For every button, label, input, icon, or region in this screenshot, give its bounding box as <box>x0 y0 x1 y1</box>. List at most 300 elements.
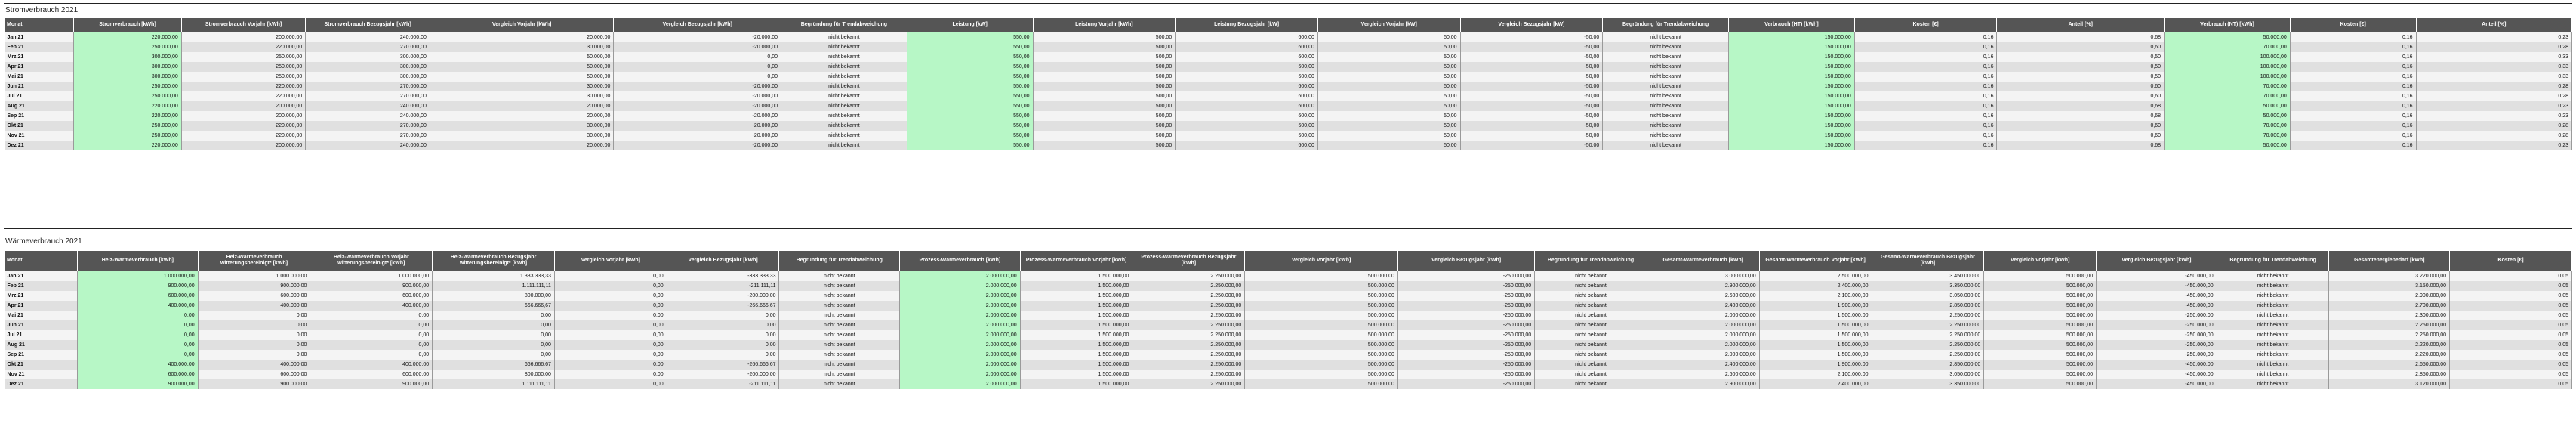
table-cell[interactable]: nicht bekannt <box>2217 320 2329 330</box>
table-cell[interactable]: 70.000,00 <box>2165 82 2291 91</box>
table-cell[interactable]: 2.250.000,00 <box>1872 311 1984 320</box>
table-cell[interactable]: 2.250.000,00 <box>1132 291 1245 301</box>
strom-header-col-17[interactable]: Kosten [€] <box>2290 18 2416 32</box>
table-cell[interactable]: -20.000,00 <box>614 32 781 43</box>
table-cell[interactable]: 0,68 <box>1997 101 2165 111</box>
table-cell[interactable]: -50,00 <box>1460 131 1603 141</box>
table-cell[interactable]: 2.600.000,00 <box>1647 370 1759 379</box>
table-cell[interactable]: 666.666,67 <box>433 301 555 311</box>
month-label[interactable]: Jul 21 <box>5 330 78 340</box>
table-cell[interactable]: 50.000,00 <box>430 52 614 62</box>
table-cell[interactable]: 270.000,00 <box>306 91 430 101</box>
waerme-header-col-1[interactable]: Heiz-Wärmeverbrauch [kWh] <box>78 251 199 271</box>
table-cell[interactable]: 250.000,00 <box>181 52 306 62</box>
table-cell[interactable]: 50,00 <box>1317 52 1460 62</box>
table-cell[interactable]: 500.000,00 <box>1984 301 2097 311</box>
month-label[interactable]: Jul 21 <box>5 91 74 101</box>
table-cell[interactable]: 2.250.000,00 <box>1132 311 1245 320</box>
table-cell[interactable]: 500,00 <box>1033 42 1176 52</box>
month-label[interactable]: Sep 21 <box>5 111 74 121</box>
table-cell[interactable]: 2.000.000,00 <box>900 350 1021 360</box>
month-label[interactable]: Okt 21 <box>5 360 78 370</box>
table-cell[interactable]: 70.000,00 <box>2165 42 2291 52</box>
table-cell[interactable]: -250.000,00 <box>1397 291 1534 301</box>
table-cell[interactable]: 2.000.000,00 <box>900 311 1021 320</box>
table-cell[interactable]: 220.000,00 <box>74 32 182 43</box>
table-cell[interactable]: 500.000,00 <box>1245 360 1398 370</box>
table-cell[interactable]: 50,00 <box>1317 121 1460 131</box>
table-cell[interactable]: 220.000,00 <box>181 82 306 91</box>
table-cell[interactable]: 2.250.000,00 <box>2329 330 2450 340</box>
table-cell[interactable]: 3.050.000,00 <box>1872 291 1984 301</box>
table-cell[interactable]: 666.666,67 <box>433 360 555 370</box>
table-cell[interactable]: 500.000,00 <box>1984 311 2097 320</box>
table-cell[interactable]: 0,00 <box>198 350 310 360</box>
table-cell[interactable]: 0,16 <box>1854 62 1997 72</box>
table-cell[interactable]: 0,00 <box>198 340 310 350</box>
table-cell[interactable]: nicht bekannt <box>1535 320 1647 330</box>
waerme-header-col-9[interactable]: Prozess-Wärmeverbrauch Vorjahr [kWh] <box>1020 251 1132 271</box>
table-cell[interactable]: nicht bekannt <box>1603 52 1729 62</box>
table-cell[interactable]: 50,00 <box>1317 62 1460 72</box>
table-cell[interactable]: 0,16 <box>1854 121 1997 131</box>
table-cell[interactable]: 0,68 <box>1997 111 2165 121</box>
table-cell[interactable]: 3.000.000,00 <box>1647 271 1759 282</box>
table-cell[interactable]: 900.000,00 <box>310 281 433 291</box>
table-cell[interactable]: 0,16 <box>1854 52 1997 62</box>
table-cell[interactable]: 0,05 <box>2450 379 2572 389</box>
table-cell[interactable]: 1.500.000,00 <box>1020 379 1132 389</box>
table-cell[interactable]: 0,16 <box>2290 82 2416 91</box>
table-cell[interactable]: 0,00 <box>614 52 781 62</box>
table-cell[interactable]: 2.000.000,00 <box>1647 320 1759 330</box>
table-cell[interactable]: 1.500.000,00 <box>1020 281 1132 291</box>
table-cell[interactable]: 1.500.000,00 <box>1020 330 1132 340</box>
table-cell[interactable]: 0,68 <box>1997 141 2165 150</box>
table-cell[interactable]: 0,00 <box>667 311 779 320</box>
table-cell[interactable]: 600.000,00 <box>198 370 310 379</box>
table-cell[interactable]: 1.500.000,00 <box>1020 320 1132 330</box>
table-cell[interactable]: 2.650.000,00 <box>2329 360 2450 370</box>
table-cell[interactable]: 0,00 <box>667 340 779 350</box>
table-cell[interactable]: 0,00 <box>614 62 781 72</box>
table-cell[interactable]: 150.000,00 <box>1729 62 1855 72</box>
table-cell[interactable]: -50,00 <box>1460 91 1603 101</box>
table-cell[interactable]: 150.000,00 <box>1729 32 1855 43</box>
table-cell[interactable]: 0,00 <box>78 320 199 330</box>
table-cell[interactable]: 3.450.000,00 <box>1872 271 1984 282</box>
table-cell[interactable]: 20.000,00 <box>430 101 614 111</box>
table-cell[interactable]: 2.000.000,00 <box>900 291 1021 301</box>
waerme-header-col-11[interactable]: Vergleich Vorjahr [kWh] <box>1245 251 1398 271</box>
table-cell[interactable]: 0,16 <box>2290 101 2416 111</box>
month-label[interactable]: Nov 21 <box>5 370 78 379</box>
table-cell[interactable]: 500,00 <box>1033 91 1176 101</box>
table-cell[interactable]: -50,00 <box>1460 121 1603 131</box>
table-cell[interactable]: 400.000,00 <box>78 360 199 370</box>
table-cell[interactable]: nicht bekannt <box>779 271 900 282</box>
table-cell[interactable]: 500.000,00 <box>1984 379 2097 389</box>
waerme-header-col-2[interactable]: Heiz-Wärmeverbrauch witterungsbereinigt* [kWh] <box>198 251 310 271</box>
table-cell[interactable]: nicht bekannt <box>1535 360 1647 370</box>
table-cell[interactable]: 1.500.000,00 <box>1759 311 1872 320</box>
table-cell[interactable]: nicht bekannt <box>781 72 907 82</box>
table-cell[interactable]: 30.000,00 <box>430 121 614 131</box>
table-cell[interactable]: 2.600.000,00 <box>1647 291 1759 301</box>
table-cell[interactable]: 250.000,00 <box>74 121 182 131</box>
table-cell[interactable]: 50,00 <box>1317 131 1460 141</box>
table-cell[interactable]: 270.000,00 <box>306 131 430 141</box>
table-cell[interactable]: 300.000,00 <box>306 52 430 62</box>
table-cell[interactable]: 500,00 <box>1033 131 1176 141</box>
table-cell[interactable]: 400.000,00 <box>198 301 310 311</box>
month-label[interactable]: Feb 21 <box>5 281 78 291</box>
table-cell[interactable]: nicht bekannt <box>1535 281 1647 291</box>
table-cell[interactable]: 500.000,00 <box>1984 291 2097 301</box>
strom-header-col-13[interactable]: Verbrauch (HT) [kWh] <box>1729 18 1855 32</box>
table-cell[interactable]: nicht bekannt <box>1603 111 1729 121</box>
table-cell[interactable]: -333.333,33 <box>667 271 779 282</box>
waerme-header-col-7[interactable]: Begründung für Trendabweichung <box>779 251 900 271</box>
table-cell[interactable]: 50,00 <box>1317 42 1460 52</box>
waerme-header-col-17[interactable]: Vergleich Vorjahr [kWh] <box>1984 251 2097 271</box>
table-cell[interactable]: -266.666,67 <box>667 301 779 311</box>
table-cell[interactable]: 0,00 <box>198 311 310 320</box>
table-cell[interactable]: 2.850.000,00 <box>2329 370 2450 379</box>
waerme-header-col-0[interactable]: Monat <box>5 251 78 271</box>
table-cell[interactable]: 0,23 <box>2416 32 2571 43</box>
table-cell[interactable]: 0,16 <box>1854 82 1997 91</box>
table-cell[interactable]: -50,00 <box>1460 62 1603 72</box>
table-cell[interactable]: 0,16 <box>2290 141 2416 150</box>
table-cell[interactable]: 0,16 <box>1854 72 1997 82</box>
table-cell[interactable]: -250.000,00 <box>1397 271 1534 282</box>
table-cell[interactable]: nicht bekannt <box>2217 360 2329 370</box>
table-cell[interactable]: nicht bekannt <box>779 311 900 320</box>
table-cell[interactable]: nicht bekannt <box>2217 330 2329 340</box>
table-cell[interactable]: -250.000,00 <box>2097 311 2217 320</box>
table-cell[interactable]: 500,00 <box>1033 101 1176 111</box>
table-cell[interactable]: 250.000,00 <box>181 62 306 72</box>
table-cell[interactable]: 0,00 <box>433 320 555 330</box>
table-cell[interactable]: nicht bekannt <box>781 121 907 131</box>
table-cell[interactable]: 600,00 <box>1176 72 1318 82</box>
strom-header-col-7[interactable]: Leistung [kW] <box>907 18 1033 32</box>
month-label[interactable]: Dez 21 <box>5 141 74 150</box>
table-cell[interactable]: 550,00 <box>907 121 1033 131</box>
strom-header-col-2[interactable]: Stromverbrauch Vorjahr [kWh] <box>181 18 306 32</box>
table-cell[interactable]: 0,00 <box>554 330 667 340</box>
table-cell[interactable]: 250.000,00 <box>74 131 182 141</box>
table-cell[interactable]: nicht bekannt <box>781 52 907 62</box>
table-cell[interactable]: 500,00 <box>1033 32 1176 43</box>
table-cell[interactable]: 0,00 <box>310 330 433 340</box>
table-cell[interactable]: 2.250.000,00 <box>1132 301 1245 311</box>
table-cell[interactable]: 500.000,00 <box>1984 340 2097 350</box>
table-cell[interactable]: 2.250.000,00 <box>1132 271 1245 282</box>
table-cell[interactable]: 0,00 <box>554 379 667 389</box>
table-cell[interactable]: 1.000.000,00 <box>198 271 310 282</box>
table-cell[interactable]: nicht bekannt <box>779 360 900 370</box>
table-cell[interactable]: 20.000,00 <box>430 32 614 43</box>
table-cell[interactable]: 0,33 <box>2416 72 2571 82</box>
table-cell[interactable]: 300.000,00 <box>74 52 182 62</box>
waerme-header-col-12[interactable]: Vergleich Bezugsjahr [kWh] <box>1397 251 1534 271</box>
table-cell[interactable]: 2.000.000,00 <box>900 281 1021 291</box>
table-cell[interactable]: 600,00 <box>1176 82 1318 91</box>
table-cell[interactable]: nicht bekannt <box>1603 42 1729 52</box>
table-cell[interactable]: nicht bekannt <box>1603 91 1729 101</box>
month-label[interactable]: Aug 21 <box>5 340 78 350</box>
table-cell[interactable]: 2.000.000,00 <box>900 320 1021 330</box>
table-cell[interactable]: 50,00 <box>1317 101 1460 111</box>
table-cell[interactable]: nicht bekannt <box>1535 350 1647 360</box>
table-cell[interactable]: 150.000,00 <box>1729 42 1855 52</box>
table-cell[interactable]: 2.250.000,00 <box>1132 340 1245 350</box>
table-cell[interactable]: 500.000,00 <box>1245 379 1398 389</box>
table-cell[interactable]: 550,00 <box>907 101 1033 111</box>
table-cell[interactable]: -450.000,00 <box>2097 281 2217 291</box>
table-cell[interactable]: 0,16 <box>1854 141 1997 150</box>
strom-header-col-12[interactable]: Begründung für Trendabweichung <box>1603 18 1729 32</box>
table-cell[interactable]: 0,33 <box>2416 52 2571 62</box>
table-cell[interactable]: 2.400.000,00 <box>1759 379 1872 389</box>
month-label[interactable]: Jun 21 <box>5 320 78 330</box>
table-cell[interactable]: nicht bekannt <box>2217 370 2329 379</box>
table-cell[interactable]: 0,60 <box>1997 42 2165 52</box>
table-cell[interactable]: 2.000.000,00 <box>1647 340 1759 350</box>
table-cell[interactable]: 0,16 <box>2290 62 2416 72</box>
waerme-header-col-8[interactable]: Prozess-Wärmeverbrauch [kWh] <box>900 251 1021 271</box>
table-cell[interactable]: 150.000,00 <box>1729 131 1855 141</box>
table-cell[interactable]: 0,00 <box>614 72 781 82</box>
table-cell[interactable]: 800.000,00 <box>433 291 555 301</box>
month-label[interactable]: Jan 21 <box>5 32 74 43</box>
table-cell[interactable]: 400.000,00 <box>198 360 310 370</box>
table-cell[interactable]: 0,00 <box>667 350 779 360</box>
table-cell[interactable]: 200.000,00 <box>181 111 306 121</box>
waerme-header-col-13[interactable]: Begründung für Trendabweichung <box>1535 251 1647 271</box>
table-cell[interactable]: 2.000.000,00 <box>1647 350 1759 360</box>
table-cell[interactable]: nicht bekannt <box>2217 379 2329 389</box>
table-cell[interactable]: 550,00 <box>907 82 1033 91</box>
strom-header-col-8[interactable]: Leistung Vorjahr [kWh] <box>1033 18 1176 32</box>
table-cell[interactable]: 20.000,00 <box>430 141 614 150</box>
table-cell[interactable]: 220.000,00 <box>181 121 306 131</box>
table-cell[interactable]: 0,00 <box>198 320 310 330</box>
table-cell[interactable]: nicht bekannt <box>1603 32 1729 43</box>
table-cell[interactable]: nicht bekannt <box>1535 291 1647 301</box>
table-cell[interactable]: -250.000,00 <box>2097 340 2217 350</box>
table-cell[interactable]: 2.250.000,00 <box>1132 360 1245 370</box>
table-cell[interactable]: nicht bekannt <box>779 350 900 360</box>
table-cell[interactable]: 50.000,00 <box>2165 141 2291 150</box>
table-cell[interactable]: 1.900.000,00 <box>1759 360 1872 370</box>
table-cell[interactable]: 2.000.000,00 <box>1647 330 1759 340</box>
table-cell[interactable]: -20.000,00 <box>614 91 781 101</box>
table-cell[interactable]: 600,00 <box>1176 91 1318 101</box>
table-cell[interactable]: 200.000,00 <box>181 101 306 111</box>
table-cell[interactable]: 0,28 <box>2416 121 2571 131</box>
table-cell[interactable]: -250.000,00 <box>2097 330 2217 340</box>
strom-header-col-0[interactable]: Monat <box>5 18 74 32</box>
table-cell[interactable]: 2.700.000,00 <box>2329 301 2450 311</box>
table-cell[interactable]: 2.000.000,00 <box>1647 311 1759 320</box>
table-cell[interactable]: 1.000.000,00 <box>310 271 433 282</box>
table-cell[interactable]: 0,16 <box>1854 111 1997 121</box>
table-cell[interactable]: 0,05 <box>2450 311 2572 320</box>
table-cell[interactable]: 500.000,00 <box>1245 370 1398 379</box>
table-cell[interactable]: 0,28 <box>2416 82 2571 91</box>
table-cell[interactable]: 0,00 <box>667 330 779 340</box>
table-cell[interactable]: 100.000,00 <box>2165 62 2291 72</box>
table-cell[interactable]: nicht bekannt <box>1535 370 1647 379</box>
table-cell[interactable]: 250.000,00 <box>74 82 182 91</box>
table-cell[interactable]: 2.000.000,00 <box>900 271 1021 282</box>
table-cell[interactable]: 0,33 <box>2416 62 2571 72</box>
table-cell[interactable]: nicht bekannt <box>781 111 907 121</box>
table-cell[interactable]: 0,50 <box>1997 52 2165 62</box>
table-cell[interactable]: 2.900.000,00 <box>2329 291 2450 301</box>
strom-header-col-1[interactable]: Stromverbrauch [kWh] <box>74 18 182 32</box>
table-cell[interactable]: 270.000,00 <box>306 42 430 52</box>
table-cell[interactable]: 600.000,00 <box>310 370 433 379</box>
table-cell[interactable]: 550,00 <box>907 111 1033 121</box>
table-cell[interactable]: 1.500.000,00 <box>1020 311 1132 320</box>
table-cell[interactable]: 2.000.000,00 <box>900 379 1021 389</box>
table-cell[interactable]: 0,60 <box>1997 82 2165 91</box>
month-label[interactable]: Feb 21 <box>5 42 74 52</box>
table-cell[interactable]: 0,05 <box>2450 271 2572 282</box>
table-cell[interactable]: nicht bekannt <box>781 62 907 72</box>
table-cell[interactable]: 100.000,00 <box>2165 72 2291 82</box>
table-cell[interactable]: nicht bekannt <box>781 82 907 91</box>
table-cell[interactable]: 400.000,00 <box>310 301 433 311</box>
table-cell[interactable]: 2.250.000,00 <box>1132 330 1245 340</box>
table-cell[interactable]: -20.000,00 <box>614 42 781 52</box>
waerme-header-col-19[interactable]: Begründung für Trendabweichung <box>2217 251 2329 271</box>
waerme-header-col-5[interactable]: Vergleich Vorjahr [kWh] <box>554 251 667 271</box>
table-cell[interactable]: 1.500.000,00 <box>1020 301 1132 311</box>
waerme-header-col-15[interactable]: Gesamt-Wärmeverbrauch Vorjahr [kWh] <box>1759 251 1872 271</box>
table-cell[interactable]: -450.000,00 <box>2097 291 2217 301</box>
table-cell[interactable]: 1.500.000,00 <box>1759 350 1872 360</box>
strom-header-col-11[interactable]: Vergleich Bezugsjahr [kW] <box>1460 18 1603 32</box>
table-cell[interactable]: 2.500.000,00 <box>1759 271 1872 282</box>
table-cell[interactable]: 0,00 <box>554 301 667 311</box>
table-cell[interactable]: 300.000,00 <box>74 62 182 72</box>
table-cell[interactable]: 0,16 <box>2290 111 2416 121</box>
table-cell[interactable]: -50,00 <box>1460 72 1603 82</box>
table-cell[interactable]: 600,00 <box>1176 42 1318 52</box>
table-cell[interactable]: 0,00 <box>667 320 779 330</box>
table-cell[interactable]: -450.000,00 <box>2097 370 2217 379</box>
table-cell[interactable]: 220.000,00 <box>74 141 182 150</box>
month-label[interactable]: Mai 21 <box>5 311 78 320</box>
table-cell[interactable]: nicht bekannt <box>779 379 900 389</box>
table-cell[interactable]: nicht bekannt <box>1603 121 1729 131</box>
table-cell[interactable]: 0,16 <box>2290 42 2416 52</box>
table-cell[interactable]: 500,00 <box>1033 111 1176 121</box>
table-cell[interactable]: 600,00 <box>1176 141 1318 150</box>
table-cell[interactable]: 0,23 <box>2416 141 2571 150</box>
table-cell[interactable]: 70.000,00 <box>2165 131 2291 141</box>
table-cell[interactable]: 250.000,00 <box>181 72 306 82</box>
waerme-header-col-14[interactable]: Gesamt-Wärmeverbrauch [kWh] <box>1647 251 1759 271</box>
month-label[interactable]: Mrz 21 <box>5 52 74 62</box>
table-cell[interactable]: 0,00 <box>554 291 667 301</box>
strom-header-col-10[interactable]: Vergleich Vorjahr [kW] <box>1317 18 1460 32</box>
table-cell[interactable]: 0,00 <box>310 311 433 320</box>
table-cell[interactable]: -50,00 <box>1460 82 1603 91</box>
table-cell[interactable]: -20.000,00 <box>614 121 781 131</box>
waerme-header-col-21[interactable]: Kosten [€] <box>2450 251 2572 271</box>
table-cell[interactable]: -450.000,00 <box>2097 379 2217 389</box>
table-cell[interactable]: 400.000,00 <box>310 360 433 370</box>
table-cell[interactable]: 20.000,00 <box>430 111 614 121</box>
table-cell[interactable]: 3.120.000,00 <box>2329 379 2450 389</box>
table-cell[interactable]: 400.000,00 <box>78 301 199 311</box>
table-cell[interactable]: 2.250.000,00 <box>2329 320 2450 330</box>
table-cell[interactable]: nicht bekannt <box>1535 271 1647 282</box>
table-cell[interactable]: 500.000,00 <box>1245 350 1398 360</box>
table-cell[interactable]: nicht bekannt <box>2217 291 2329 301</box>
table-cell[interactable]: 600.000,00 <box>310 291 433 301</box>
waerme-header-col-3[interactable]: Heiz-Wärmeverbrauch Vorjahr witterungsbereinigt* [kWh] <box>310 251 433 271</box>
table-cell[interactable]: -20.000,00 <box>614 141 781 150</box>
table-cell[interactable]: 0,16 <box>1854 32 1997 43</box>
table-cell[interactable]: 0,00 <box>78 330 199 340</box>
table-cell[interactable]: 2.400.000,00 <box>1647 360 1759 370</box>
table-cell[interactable]: nicht bekannt <box>779 330 900 340</box>
month-label[interactable]: Nov 21 <box>5 131 74 141</box>
table-cell[interactable]: nicht bekannt <box>1535 340 1647 350</box>
table-cell[interactable]: 2.250.000,00 <box>1872 340 1984 350</box>
table-cell[interactable]: 900.000,00 <box>78 379 199 389</box>
table-cell[interactable]: 1.333.333,33 <box>433 271 555 282</box>
table-cell[interactable]: nicht bekannt <box>781 91 907 101</box>
table-cell[interactable]: 1.500.000,00 <box>1020 360 1132 370</box>
table-cell[interactable]: nicht bekannt <box>1603 101 1729 111</box>
table-cell[interactable]: -250.000,00 <box>1397 379 1534 389</box>
table-cell[interactable]: -250.000,00 <box>1397 301 1534 311</box>
table-cell[interactable]: 0,00 <box>310 350 433 360</box>
table-cell[interactable]: 0,28 <box>2416 91 2571 101</box>
table-cell[interactable]: -50,00 <box>1460 32 1603 43</box>
table-cell[interactable]: 2.250.000,00 <box>1872 350 1984 360</box>
table-cell[interactable]: 500.000,00 <box>1984 281 2097 291</box>
table-cell[interactable]: 250.000,00 <box>74 42 182 52</box>
table-cell[interactable]: 500,00 <box>1033 62 1176 72</box>
table-cell[interactable]: 0,00 <box>310 320 433 330</box>
table-cell[interactable]: 50,00 <box>1317 32 1460 43</box>
table-cell[interactable]: nicht bekannt <box>1603 72 1729 82</box>
table-cell[interactable]: 240.000,00 <box>306 101 430 111</box>
table-cell[interactable]: nicht bekannt <box>781 141 907 150</box>
table-cell[interactable]: -250.000,00 <box>1397 370 1534 379</box>
table-cell[interactable]: 0,00 <box>554 311 667 320</box>
table-cell[interactable]: 100.000,00 <box>2165 52 2291 62</box>
table-cell[interactable]: 150.000,00 <box>1729 121 1855 131</box>
table-cell[interactable]: 50,00 <box>1317 91 1460 101</box>
table-cell[interactable]: 0,16 <box>1854 42 1997 52</box>
table-cell[interactable]: 0,68 <box>1997 32 2165 43</box>
table-cell[interactable]: 600.000,00 <box>78 370 199 379</box>
table-cell[interactable]: 550,00 <box>907 141 1033 150</box>
strom-header-col-4[interactable]: Vergleich Vorjahr [kWh] <box>430 18 614 32</box>
table-cell[interactable]: nicht bekannt <box>781 131 907 141</box>
table-cell[interactable]: -20.000,00 <box>614 82 781 91</box>
